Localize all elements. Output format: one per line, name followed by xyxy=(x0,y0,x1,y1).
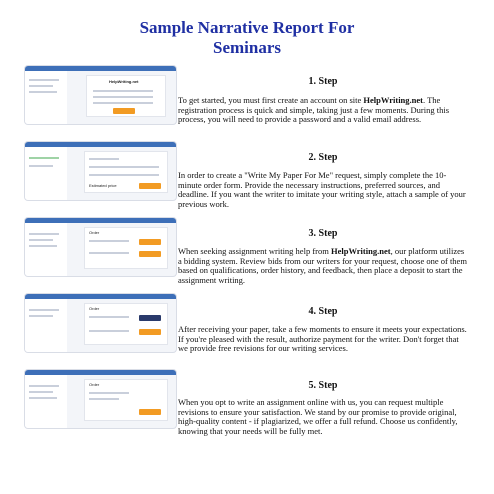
shot-label: Estimated price xyxy=(89,183,117,188)
step-1-text: To get started, you must first create an account on site HelpWriting.net. The registration process is quick and simple, taking just a few moments. During this process, you will need to provide a password and a valid email address. xyxy=(178,95,450,125)
shot-brand: HelpWriting.net xyxy=(109,79,139,84)
step-3-screenshot xyxy=(25,218,176,276)
site-name: HelpWriting.net xyxy=(363,95,423,105)
shot-label: Order xyxy=(89,230,100,235)
title-line-2: Seminars xyxy=(213,38,281,57)
step-3-heading: 3. Step xyxy=(308,228,338,239)
step-5-screenshot xyxy=(25,370,176,428)
site-name: HelpWriting.net xyxy=(330,246,391,256)
shot-label: Order xyxy=(89,306,100,311)
shot-label: Order xyxy=(89,382,100,387)
title-line-1: Sample Narrative Report For xyxy=(139,18,355,37)
step-4-heading: 4. Step xyxy=(308,306,338,317)
step-5-text: When you opt to write an assignment online with us, you can request multiple revisions to ensure your satisfaction. We stand by our promise to provide original, high-quality content - if plagiarized, we offer a full refund. Choose us confidently, knowing that your needs will be fully met. xyxy=(178,397,458,436)
page-title xyxy=(0,18,494,58)
step-5-heading: 5. Step xyxy=(308,380,338,391)
step-2-text: In order to create a "Write My Paper For Me" request, simply complete the 10-minute order form. Provide the necessary instructions, preferred sources, and deadline. If you want the writer to imitate your writing style, attach a sample of your previous work. xyxy=(178,170,466,209)
step-4-text: After receiving your paper, take a few moments to ensure it meets your expectations. If you're pleased with the result, authorize payment for the writer. Don't forget that we provide free revisions for our writing services. xyxy=(178,324,467,354)
step-1-screenshot xyxy=(25,66,176,124)
step-1-heading: 1. Step xyxy=(308,76,338,87)
step-2-heading: 2. Step xyxy=(308,152,338,163)
step-3-text: When seeking assignment writing help from HelpWriting.net, our platform utilizes a bidding system. Review bids from our writers for your request, choose one of them based on qualifications, order history, and feedback, then place a deposit to start the assignment writing. xyxy=(178,246,467,285)
step-2-screenshot xyxy=(25,142,176,200)
step-4-screenshot xyxy=(25,294,176,352)
